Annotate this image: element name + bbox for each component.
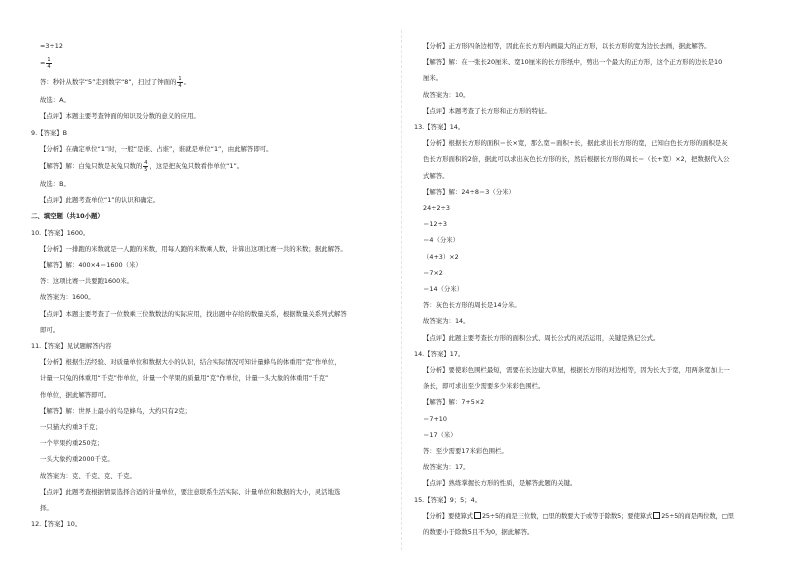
- comment-line: 【点评】熟练掌握长方形的性质，是解答此题的关键。: [423, 479, 577, 488]
- answer-line: 故答案为：17。: [423, 463, 470, 472]
- comment-line: 【点评】本题主要考查了一位数乘三位数数法的实际应用，找出题中存给的数量关系，根据数量关系列式解答: [40, 309, 347, 318]
- calc-line: （4+3）×2: [423, 252, 459, 261]
- fraction: $\frac{1}{4}$: [47, 56, 51, 70]
- solution-line: 【解答】解：400×4＝1600（米）: [40, 261, 142, 270]
- comment-line: 【点评】本题考查了长方形和正方形的特征。: [423, 106, 551, 115]
- answer-line: 故答案为：克、千克、克、千克。: [40, 471, 136, 480]
- fraction: $\frac{1}{4}$: [178, 75, 182, 89]
- analysis-line: 计量一只兔的体重用“千克”作单位，计量一个苹果的质量用“克”作单位，计量一头大象的体重用“千克”: [40, 374, 329, 383]
- answer-line: 故答案为：10。: [423, 90, 470, 99]
- solution-line: 一个苹果约重250克；: [40, 439, 104, 448]
- calc-line: ＝7+10: [423, 414, 447, 423]
- left-column: [31, 38, 387, 532]
- analysis-line: 【分析】一排跑的米数就是一人跑的米数，用每人跑的米数乘人数，计算出这项比赛一共的米数；据此解答。: [40, 244, 347, 253]
- question-answer: 13.【答案】14。: [414, 123, 465, 132]
- analysis-line: 【分析】根据生活经验、对质量单位和数据大小的认识，结合实际情况可知计量蜂鸟的体重用“克”作单位，: [40, 358, 341, 367]
- solution-line: 【解答】解：白兔只数是灰兔只数的 $\frac{4}{5}$ ，这是把灰兔只数看作单位“1”。: [40, 159, 244, 173]
- calc-line: ＝7×2: [423, 268, 443, 277]
- question-answer: 10.【答案】1600。: [31, 228, 90, 237]
- blank-box-icon: [474, 512, 481, 519]
- comment-line: 【点评】此题考查根据情景选择合适的计量单位，要注意联系生活实际、计量单位和数据的大小，灵活地选: [40, 487, 341, 496]
- question-answer: 15.【答案】9；5；4。: [414, 495, 482, 504]
- calc-line: ＝4（分米）: [423, 236, 460, 245]
- solution-line: 厘米。: [423, 74, 443, 83]
- blank-box-icon: [653, 512, 660, 519]
- answer-line: 故答案为：1600。: [40, 293, 95, 302]
- analysis-line: 作单位，据此解答即可。: [40, 390, 111, 399]
- solution-line: 一头大象约重2000千克。: [40, 455, 114, 464]
- question-answer: 9.【答案】B: [31, 128, 68, 137]
- comment-line: 【点评】此题考查单位“1”的认识和确定。: [40, 196, 160, 205]
- answer-line: 答：秒针从数字“5”走到数字“8”，扫过了钟面的 $\frac{1}{4}$ 。: [40, 75, 190, 89]
- comment-line: 【点评】此题主要考查长方形的面积公式、周长公式的灵活运用，关键是熟记公式。: [423, 333, 660, 342]
- answer-line: 答：灰色长方形的周长是14分米。: [423, 301, 521, 310]
- analysis-line: 的数要小于除数5且不为0，据此解答。: [423, 528, 534, 537]
- analysis-line: 【分析】根据长方形的面积＝长×宽，那么宽＝面积÷长，据此求出长方形的宽，已知白色长方形的面积是灰: [423, 139, 728, 148]
- solution-line: 【解答】解：在一张长20厘米、宽10厘米的长方形纸中，剪出一个最大的正方形，这个正方形的边长是10: [423, 58, 723, 67]
- analysis-line: 【分析】要使算式 25÷5的商是三位数，□里的数要大于或等于除数5；要使算式 25÷5的商是两位数，□里: [423, 511, 734, 520]
- fraction: $\frac{4}{5}$: [144, 159, 148, 173]
- comment-line: 择。: [40, 504, 53, 513]
- analysis-line: 【分析】要使彩色围栏最短，需要在长边建大草屋，根据长方形的对边相等，因为长大于宽，用两条宽加上一: [423, 366, 730, 375]
- analysis-line: 色长方形面积的2倍，据此可以求出灰色长方形的长，然后根据长方形的周长＝（长+宽）×2，把数据代入公: [423, 155, 730, 164]
- comment-line: 即可。: [40, 325, 60, 334]
- choice-line: 故选：A。: [40, 96, 70, 105]
- calc-line: =3÷12: [40, 42, 63, 50]
- comment-line: 【点评】本题主要考查钟面的知识及分数的意义的应用。: [40, 112, 200, 121]
- calc-line: 24÷2÷3: [423, 204, 450, 213]
- solution-line: 一只猫大约重3千克；: [40, 423, 102, 432]
- question-answer: 14.【答案】17。: [414, 349, 465, 358]
- answer-line: 答：这项比赛一共要跑1600米。: [40, 277, 133, 286]
- calc-line: = $\frac{1}{4}$: [40, 56, 51, 70]
- analysis-line: 条长，即可求出至少需要多少米彩色围栏。: [423, 382, 545, 391]
- calc-line: ＝14（分米）: [423, 285, 464, 294]
- solution-line: 【解答】解：世界上最小的鸟是蜂鸟，大约只有2克；: [40, 406, 192, 415]
- calc-line: ＝12÷3: [423, 220, 447, 229]
- question-answer: 12.【答案】10。: [31, 520, 82, 529]
- answer-line: 故答案为：14。: [423, 317, 470, 326]
- column-divider: [401, 30, 402, 550]
- analysis-line: 【分析】在确定单位“1”时，一般“是谁、占谁”，谁就是单位“1”，由此解答即可。: [40, 144, 273, 153]
- solution-line: 【解答】解：24÷8＝3（分米）: [423, 187, 515, 196]
- question-answer: 11.【答案】见试题解答内容: [31, 342, 112, 351]
- right-column: [414, 38, 768, 540]
- answer-line: 答：至少需要17米彩色围栏。: [423, 447, 508, 456]
- analysis-line: 式解答。: [423, 171, 449, 180]
- calc-line: ＝17（米）: [423, 430, 457, 439]
- analysis-line: 【分析】正方形四条边相等，因此在长方形内画最大的正方形，以长方形的宽为边长去画，据此解答。: [423, 42, 711, 50]
- section-heading: 二、填空题（共10小题）: [31, 212, 104, 221]
- solution-line: 【解答】解：7+5×2: [423, 398, 485, 407]
- choice-line: 故选：B。: [40, 180, 70, 189]
